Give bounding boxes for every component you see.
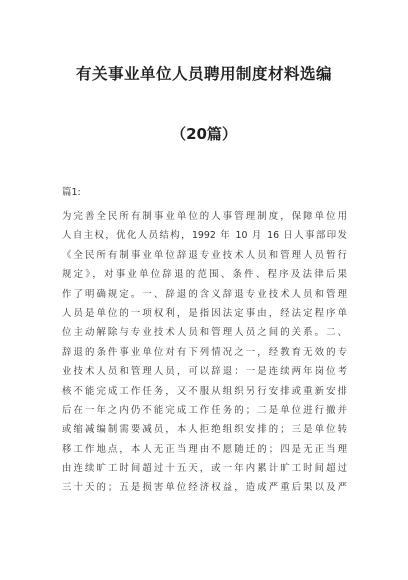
body-line: 作了明确规定。一、辞退的含义辞退专业技术人员和管理: [62, 288, 347, 300]
document-title: 有关事业单位人员聘用制度材料选编: [75, 65, 332, 83]
body-line: 《全民所有制事业单位辞退专业技术人员和管理人员暂行: [62, 249, 347, 261]
body-line: 或缩减编制需要减员，本人拒绝组织安排的；三是单位转: [62, 424, 347, 436]
body-paragraph: [62, 207, 347, 498]
body-line: 移工作地点，本人无正当理由不愿随迁的；四是无正当理: [62, 443, 347, 455]
body-line: 核不能完成工作任务，又不服从组织另行安排或重新安排: [62, 385, 347, 397]
body-line: 后在一年之内仍不能完成工作任务的；二是单位进行撤并: [62, 404, 347, 416]
body-line: 为完善全民所有制事业单位的人事管理制度，保障单位用: [62, 211, 347, 222]
document-count-label: （20篇）: [171, 125, 237, 143]
body-line: 位主动解除与专业技术人员和管理人员之间的关系。二、: [62, 327, 347, 339]
section-label: 篇1:: [62, 187, 81, 198]
body-line: 三十天的；五是损害单位经济权益，造成严重后果以及严: [62, 482, 347, 494]
body-line: 规定》，对事业单位辞退的范围、条件、程序及法律后果: [62, 269, 347, 281]
body-line: 人员是单位的一项权利，是指因法定事由，经法定程序单: [62, 307, 347, 319]
body-line: 由连续旷工时间超过十五天，或一年内累计旷工时间超过: [62, 463, 347, 475]
body-line: 人自主权，优化人员结构，1992 年 10 月 16 日人事部印发: [62, 230, 347, 242]
body-line: 业技术人员和管理人员，可以辞退：一是连续两年岗位考: [62, 366, 347, 378]
body-line: 辞退的条件事业单位对有下列情况之一，经教育无效的专: [62, 346, 347, 358]
